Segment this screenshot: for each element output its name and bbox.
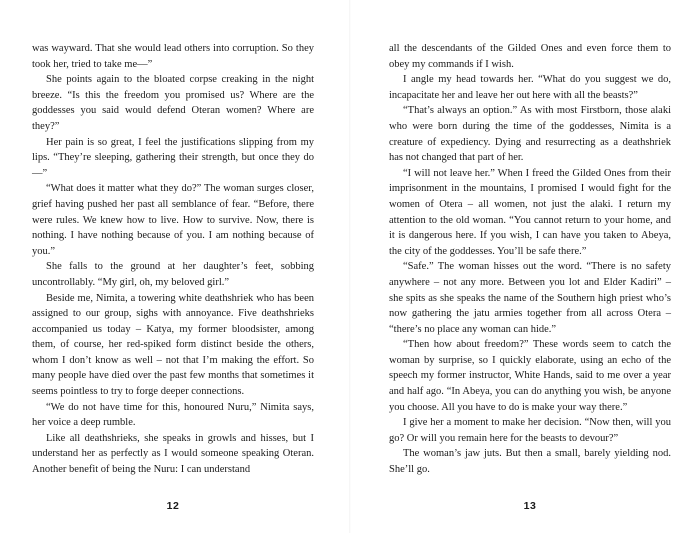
paragraph: I angle my head towards her. “What do you suggest we do, incapacitate her and leave her out here with all the beasts?” — [389, 74, 671, 101]
right-page — [350, 0, 700, 533]
page-number: 12 — [166, 500, 180, 512]
paragraph: Her pain is so great, I feel the justifications slipping from my lips. “They’re sleeping, gathering their strength, but once they do—” — [32, 136, 314, 179]
paragraph: all the descendants of the Gilded Ones and even force them to obey my commands if I wish. — [389, 43, 671, 70]
paragraph: She falls to the ground at her daughter’s feet, sobbing uncontrollably. “My girl, oh, my beloved girl.” — [32, 261, 314, 288]
paragraph: She points again to the bloated corpse creaking in the night breeze. “Is this the freedom you promised us? Where are the goddesses you said would defend Oteran women? Where are they?” — [32, 74, 314, 132]
paragraph: “Safe.” The woman hisses out the word. “There is no safety anywhere – not any more. Between you lot and Elder Kadiri” – she spits as she speaks the name of the Southern high priest who’s now gathering the jatu armies together from all across Otera – “there’s no place any woman can hide.” — [389, 261, 671, 335]
paragraph: “We do not have time for this, honoured Nuru,” Nimita says, her voice a deep rumble. — [32, 401, 314, 429]
paragraph: Like all deathshrieks, she speaks in growls and hisses, but I understand her as perfectly as I would someone speaking Oteran. Another benefit of being the Nuru: I can understand — [32, 432, 314, 476]
left-page-text — [32, 41, 314, 478]
paragraph: “Then how about freedom?” These words seem to catch the woman by surprise, so I quickly elaborate, using an echo of the speech my former instructor, White Hands, said to me over a year and half ago. “In Abeya, you can do anything you wish, be anyone you choose. All you have to do is make your way there.” — [389, 339, 671, 413]
paragraph: Beside me, Nimita, a towering white deathshriek who has been assigned to our group, sighs with annoyance. Five deathshrieks accompanied us today – Katya, my former bloodsister, among them, of course, her red-spiked form distinct beside the others, whom I don’t know as well – not that I’m making the effort. So many people have died over the past few months that sometimes it seems pointless to try to forge deeper connections. — [32, 292, 314, 398]
paragraph: “That’s always an option.” As with most Firstborn, those alaki who were born during the time of the goddesses, Nimita is a creature of expediency. Dying and resurrecting as a deathshriek has not changed that part of her. — [389, 105, 671, 164]
right-page-text — [389, 41, 671, 478]
paragraph: “I will not leave her.” When I freed the Gilded Ones from their imprisonment in the mountains, I promised I would fight for the women of Otera – all women, not just the alaki. I return my attention to the old woman. “You cannot return to your home, and it is dangerous here. If you wish, I can have you taken to Abeya, the city of the goddesses. You’ll be safe there.” — [389, 167, 671, 257]
page-number: 13 — [523, 500, 537, 512]
paragraph: “What does it matter what they do?” The woman surges closer, grief having pushed her past all semblance of fear. “Before, there were rules. We knew how to live. How to survive. Now, there is nothing. I have nothing because of you. I am nothing because of you.” — [32, 183, 314, 257]
paragraph: was wayward. That she would lead others into corruption. So they took her, tried to take me—” — [32, 43, 314, 70]
paragraph: I give her a moment to make her decision. “Now then, will you go? Or will you remain here for the beasts to devour?” — [389, 417, 671, 444]
paragraph: The woman’s jaw juts. But then a small, barely yielding nod. She’ll go. — [389, 448, 671, 476]
